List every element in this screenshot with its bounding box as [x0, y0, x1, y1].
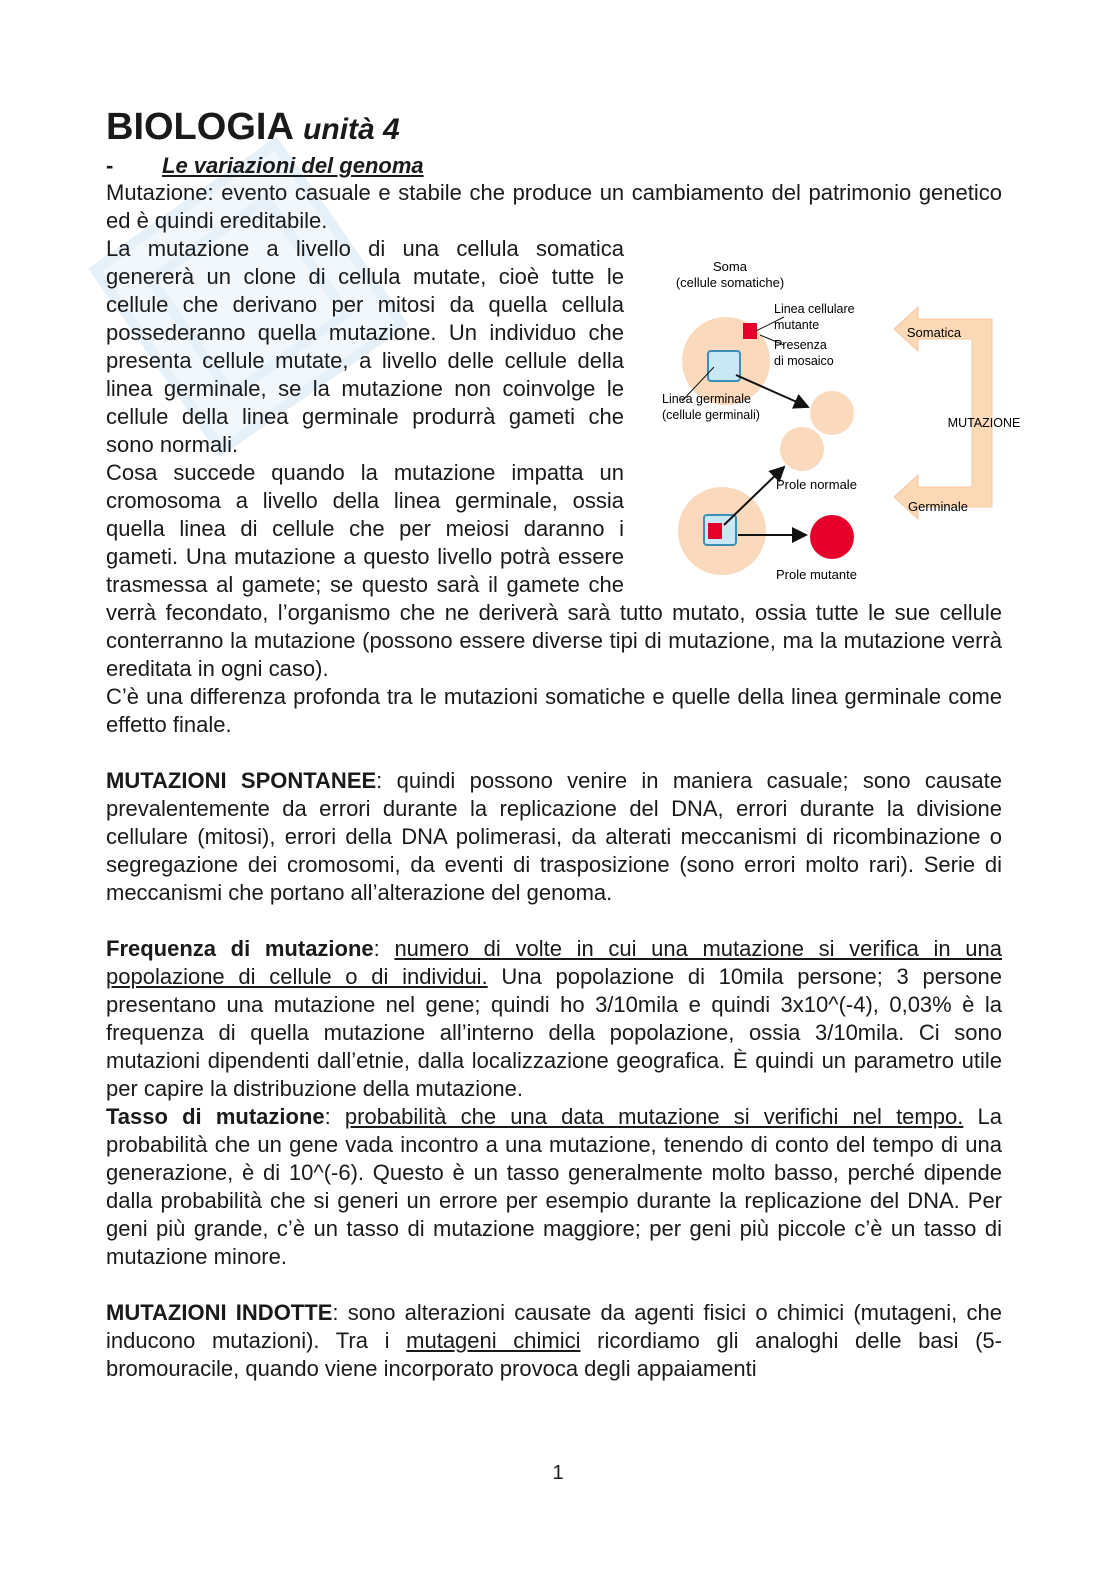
- paragraph-somatic: La mutazione a livello di una cellula somatica genererà un clone di cellula mutate, cioè tutte le cellule che derivano per mitosi da quella cellula possederanno quella mutazione. Un individuo che presenta cellule mutate, a livello delle cellule della linea germinale, se la mutazione non coinvolge le cellule della linea germinale produrrà gameti che sono normali.: [106, 236, 624, 457]
- heading-indotte: MUTAZIONI INDOTTE: [106, 1300, 333, 1325]
- definition-frequenza: numero di volte in cui una mutazione si verifica in una popolazione di cellule o di individui.: [106, 936, 1002, 989]
- document-title: BIOLOGIA unità 4: [106, 106, 400, 148]
- label-mutante: mutante: [774, 318, 820, 332]
- label-mutazione: MUTAZIONE: [947, 416, 1021, 430]
- definition-tasso: probabilità che una data mutazione si verifichi nel tempo.: [344, 1104, 964, 1129]
- paragraph-frequenza: [106, 935, 1002, 1103]
- section-heading-text: Le variazioni del genoma: [162, 153, 424, 178]
- text-indotte-1: : sono alterazioni causate da agenti fisici o chimici (mutageni, che inducono mutazioni). Tra i: [106, 1300, 1003, 1353]
- zygote-mutant-square: [708, 523, 722, 539]
- normal-offspring-cell: [780, 427, 824, 471]
- text-frequenza: Una popolazione di 10mila persone; 3 persone presentano una mutazione nel gene; quindi ho 3/10mila e quindi 3x10^(-4), 0,03% è la frequenza di quella mutazione all’interno della popolazione, ossia 3/10mila. Ci sono mutazioni dipendenti dall’etnie, dalla localizzazione geografica. È quindi un parametro utile per capire la distribuzione della mutazione.: [106, 964, 1002, 1101]
- mutant-square: [743, 323, 757, 339]
- text-spontanee: : quindi possono venire in maniera casuale; sono causate prevalentemente da errori durante la replicazione del DNA, errori durante la divisione cellulare (mitosi), errori della DNA polimerasi, da alterati meccanismi di ricombinazione o segregazione dei cromosomi, da eventi di trasposizione (sono errori molto rari). Serie di meccanismi che portano all’alterazione del genoma.: [106, 768, 1002, 905]
- label-linea-germinale: Linea germinale: [662, 392, 751, 406]
- paragraph-spontanee: [106, 767, 1002, 907]
- label-soma: Soma: [713, 259, 747, 274]
- colon-frequenza: :: [373, 936, 395, 961]
- paragraph-tasso: [106, 1103, 1002, 1271]
- page-number: 1: [552, 1462, 564, 1484]
- label-germinale: Germinale: [908, 499, 968, 514]
- paragraph-definition: Mutazione: evento casuale e stabile che produce un cambiamento del patrimonio genetico ed è quindi ereditabile.: [106, 180, 1002, 233]
- paragraph-germinal: Cosa succede quando la mutazione impatta un cromosoma a livello della linea germinale, ossia quella linea di cellule che per meiosi daranno i gameti. Una mutazione a questo livello potrà essere trasmessa al gamete; se questo sarà il gamete che verrà fecondato, l’organismo che ne deriverà sarà tutto mutato, ossia tutte le sue cellule conterranno la mutazione (possono essere diverse tipi di mutazione, ma la mutazione verrà ereditata in ogni caso).: [106, 460, 1002, 681]
- label-mosaico: di mosaico: [774, 354, 834, 368]
- paragraph-indotte: [106, 1299, 1002, 1383]
- mutageni-chimici-term: mutageni chimici: [406, 1328, 581, 1353]
- paragraph-difference: C’è una differenza profonda tra le mutazioni somatiche e quelle della linea germinale come effetto finale.: [106, 684, 1002, 737]
- heading-frequenza: Frequenza di mutazione: [106, 936, 374, 961]
- label-linea-cellulare: Linea cellulare: [774, 302, 855, 316]
- label-prole-mutante: Prole mutante: [776, 567, 857, 582]
- germ-line-square: [708, 351, 740, 381]
- bullet-dash: -: [106, 153, 114, 178]
- mutant-offspring-cell: [810, 515, 854, 559]
- label-soma-sub: (cellule somatiche): [675, 275, 785, 290]
- label-somatica: Somatica: [906, 325, 962, 340]
- heading-spontanee: MUTAZIONI SPONTANEE: [106, 768, 377, 793]
- heading-tasso: Tasso di mutazione: [106, 1104, 325, 1129]
- document-page: [106, 104, 1021, 1383]
- mutation-diagram: [642, 249, 1026, 599]
- gamete-cell: [810, 391, 854, 435]
- text-indotte-2: ricordiamo gli analoghi delle basi (5-bromouracile, quando viene incorporato provoca degli appaiamenti: [106, 1328, 1002, 1381]
- text-tasso: La probabilità che un gene vada incontro a una mutazione, tenendo di conto del tempo di una generazione, è di 10^(-6). Questo è un tasso generalmente molto basso, perché dipende dalla probabilità che si generi un errore per esempio durante la replicazione del DNA. Per geni più grande, c’è un tasso di mutazione maggiore; per geni più piccole c’è un tasso di mutazione minore.: [106, 1104, 1002, 1269]
- colon-tasso: :: [324, 1104, 345, 1129]
- unit-label: unità 4: [303, 113, 400, 146]
- section-heading: [106, 153, 1002, 179]
- label-presenza: Presenza: [774, 338, 827, 352]
- label-linea-germinale-sub: (cellule germinali): [662, 408, 760, 422]
- mutation-figure: [642, 249, 1026, 599]
- label-prole-normale: Prole normale: [776, 477, 857, 492]
